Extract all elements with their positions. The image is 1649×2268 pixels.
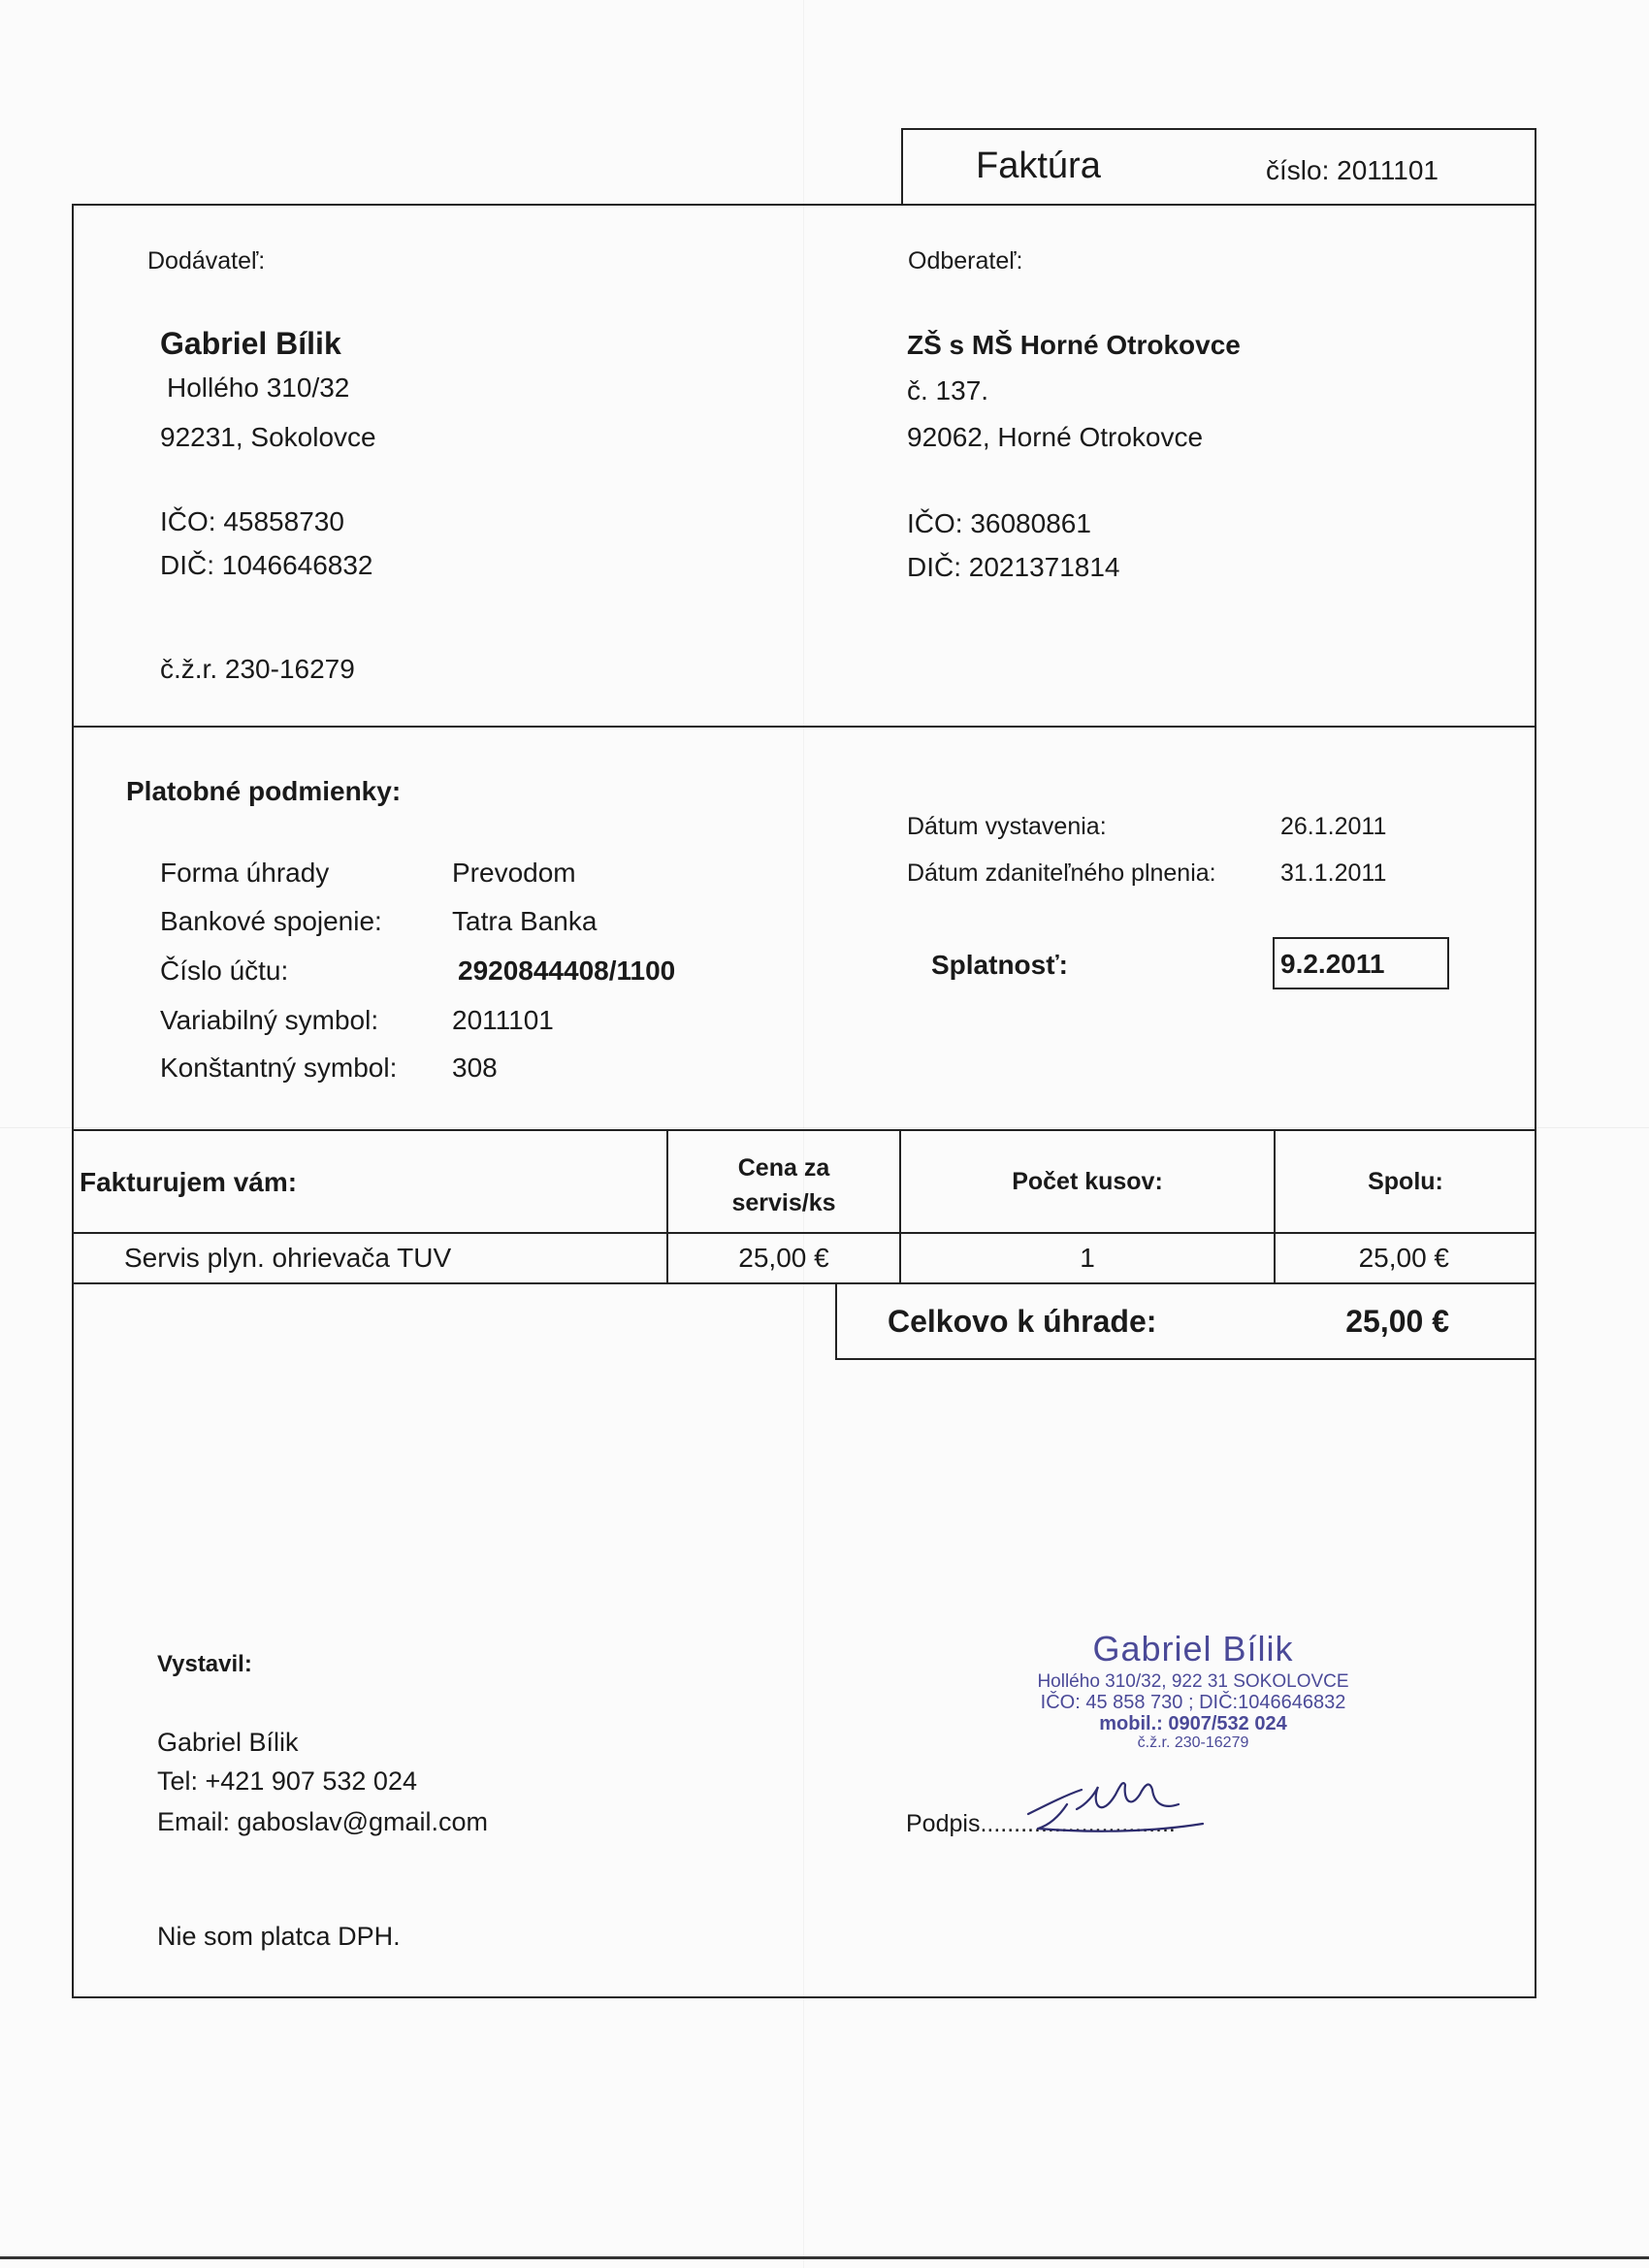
signature-line: Podpis............................. xyxy=(906,1810,1176,1837)
due-date-box xyxy=(1273,937,1449,989)
supplier-dic-label: DIČ: xyxy=(160,550,214,580)
stamp-mobile: mobil.: 0907/532 024 xyxy=(1099,1713,1287,1735)
supplier-label: Dodávateľ: xyxy=(147,247,266,275)
issuer-email: Email: gaboslav@gmail.com xyxy=(157,1807,489,1836)
supplier-street: Hollého 310/32 xyxy=(167,373,350,403)
taxable-date-label: Dátum zdaniteľného plnenia: xyxy=(907,859,1216,887)
supplier-czr xyxy=(160,654,355,685)
item-quantity: 1 xyxy=(1080,1243,1095,1273)
column-header-price-line2: servis/ks xyxy=(731,1189,836,1216)
invoice-number-label: číslo: xyxy=(1266,155,1330,185)
supplier-name: Gabriel Bílik xyxy=(160,326,341,361)
title-box-top-border xyxy=(901,128,1536,130)
stamp-name: Gabriel Bílik xyxy=(1092,1629,1294,1669)
payment-value-bank: Tatra Banka xyxy=(452,906,598,936)
invoice-title: Faktúra xyxy=(976,146,1101,186)
stamp-czr: č.ž.r. 230-16279 xyxy=(1137,1734,1249,1752)
payment-value-method: Prevodom xyxy=(452,858,576,888)
company-stamp xyxy=(1009,1630,1377,1752)
customer-ico-label: IČO: xyxy=(907,508,963,538)
item-total: 25,00 € xyxy=(1358,1243,1449,1273)
item-description: Servis plyn. ohrievača TUV xyxy=(124,1243,452,1273)
stamp-address: Hollého 310/32, 922 31 SOKOLOVCE xyxy=(1037,1670,1349,1692)
customer-ico xyxy=(907,508,1091,539)
due-date-value: 9.2.2011 xyxy=(1280,949,1385,979)
grand-total-label: Celkovo k úhrade: xyxy=(888,1304,1157,1339)
payment-heading: Platobné podmienky: xyxy=(126,776,402,806)
supplier-dic xyxy=(160,550,373,581)
payment-value-constant-symbol: 308 xyxy=(452,1053,498,1083)
issued-by-label: Vystavil: xyxy=(157,1651,252,1677)
customer-street: č. 137. xyxy=(907,375,989,405)
payment-label-variable-symbol: Variabilný symbol: xyxy=(160,1005,379,1035)
paper-fold xyxy=(803,0,804,2268)
payment-label-method: Forma úhrady xyxy=(160,858,330,888)
issue-date-value: 26.1.2011 xyxy=(1280,813,1387,840)
taxable-date-value: 31.1.2011 xyxy=(1280,859,1387,887)
due-date-label: Splatnosť: xyxy=(931,950,1068,980)
table-top-border xyxy=(72,1129,1536,1131)
invoice-number xyxy=(1266,155,1439,186)
column-header-qty: Počet kusov: xyxy=(1012,1168,1163,1195)
supplier-ico-label: IČO: xyxy=(160,506,216,536)
payment-label-bank: Bankové spojenie: xyxy=(160,906,382,936)
frame-bottom-border xyxy=(72,1996,1536,1998)
grand-total-box-left-border xyxy=(835,1282,837,1360)
payment-value-variable-symbol: 2011101 xyxy=(452,1005,554,1035)
customer-name: ZŠ s MŠ Horné Otrokovce xyxy=(907,330,1241,360)
issuer-phone: Tel: +421 907 532 024 xyxy=(157,1766,417,1796)
table-column-divider xyxy=(666,1129,668,1284)
table-header-divider xyxy=(72,1232,1536,1234)
scan-edge xyxy=(0,2256,1649,2259)
customer-city: 92062, Horné Otrokovce xyxy=(907,422,1204,452)
customer-label: Odberateľ: xyxy=(908,247,1023,275)
table-bottom-border xyxy=(72,1282,1536,1284)
grand-total-box-bottom-border xyxy=(835,1358,1536,1360)
supplier-czr-label: č.ž.r. xyxy=(160,654,218,684)
payment-label-constant-symbol: Konštantný symbol: xyxy=(160,1053,398,1083)
customer-ico-value: 36080861 xyxy=(970,508,1091,538)
customer-dic-value: 2021371814 xyxy=(968,552,1120,582)
customer-dic-label: DIČ: xyxy=(907,552,961,582)
supplier-ico xyxy=(160,506,344,537)
vat-note: Nie som platca DPH. xyxy=(157,1922,401,1951)
column-header-item: Fakturujem vám: xyxy=(80,1167,298,1197)
payment-value-account: 2920844408/1100 xyxy=(458,956,676,986)
invoice-number-value: 2011101 xyxy=(1337,155,1439,185)
handwritten-signature xyxy=(1009,1766,1212,1843)
supplier-city: 92231, Sokolovce xyxy=(160,422,376,452)
issue-date-label: Dátum vystavenia: xyxy=(907,813,1107,840)
grand-total-value: 25,00 € xyxy=(1345,1304,1449,1339)
paper-fold xyxy=(0,1127,1649,1128)
column-header-total: Spolu: xyxy=(1368,1168,1443,1195)
title-box-right-border xyxy=(1535,128,1536,206)
supplier-ico-value: 45858730 xyxy=(223,506,344,536)
payment-label-account: Číslo účtu: xyxy=(160,956,289,986)
table-column-divider xyxy=(1274,1129,1276,1284)
column-header-price-line1: Cena za xyxy=(737,1154,830,1182)
frame-right-border xyxy=(1535,204,1536,1998)
frame-left-border xyxy=(72,204,74,1998)
frame-top-border xyxy=(72,204,1536,206)
table-column-divider xyxy=(899,1129,901,1284)
supplier-dic-value: 1046646832 xyxy=(221,550,373,580)
stamp-ids: IČO: 45 858 730 ; DIČ:1046646832 xyxy=(1040,1692,1346,1714)
supplier-czr-value: 230-16279 xyxy=(224,654,355,684)
column-header-price xyxy=(669,1150,898,1220)
customer-dic xyxy=(907,552,1120,583)
section-divider xyxy=(72,726,1536,728)
title-box-left-border xyxy=(901,128,903,206)
item-unit-price: 25,00 € xyxy=(738,1243,829,1273)
issued-by-name: Gabriel Bílik xyxy=(157,1728,299,1757)
